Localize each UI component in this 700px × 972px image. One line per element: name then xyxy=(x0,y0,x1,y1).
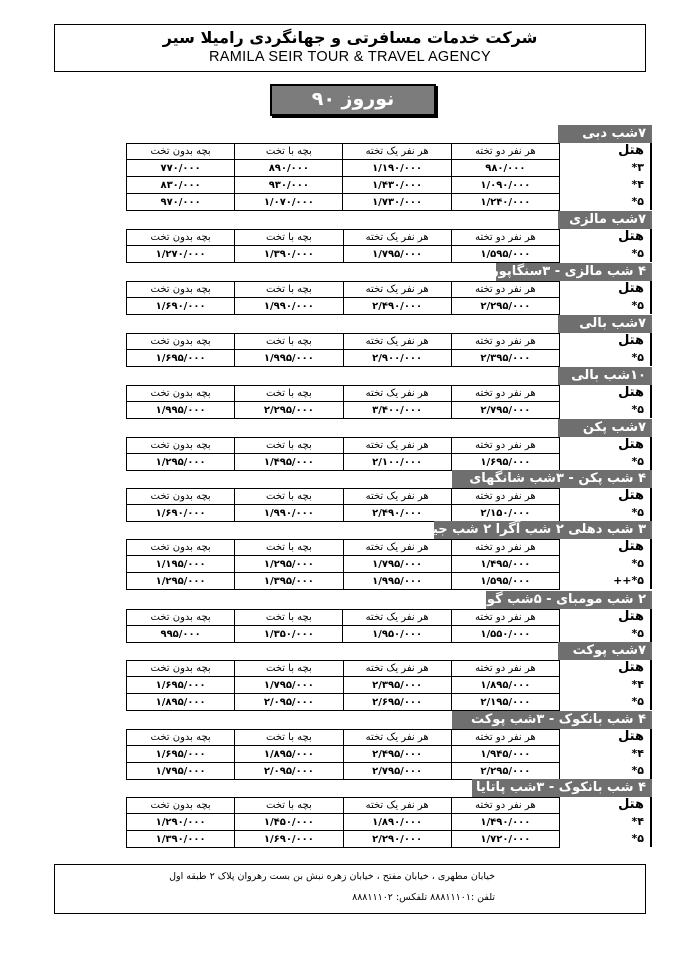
hotel-label: هتل xyxy=(618,281,644,296)
hotel-rating: ۵* xyxy=(631,195,644,208)
hotel-label: هتل xyxy=(618,437,644,452)
hotel-column xyxy=(560,539,652,589)
price-cell: ۱/۹۹۵/۰۰۰ xyxy=(235,350,343,367)
price-cell: ۲/۶۹۵/۰۰۰ xyxy=(343,694,451,711)
column-header: هر نفر دو تخته xyxy=(451,334,559,350)
price-table xyxy=(126,281,560,315)
column-header: هر نفر دو تخته xyxy=(451,282,559,298)
hotel-label: هتل xyxy=(618,488,644,503)
price-cell: ۱/۲۴۰/۰۰۰ xyxy=(451,194,559,211)
section-title: ۷شب بالی xyxy=(558,315,652,333)
table-header-row xyxy=(127,144,560,160)
price-cell: ۲/۲۹۰/۰۰۰ xyxy=(343,831,451,848)
price-cell: ۱/۶۹۰/۰۰۰ xyxy=(235,831,343,848)
table-row xyxy=(127,556,560,573)
table-header-row xyxy=(127,386,560,402)
column-header: بچه با تخت xyxy=(235,282,343,298)
column-header: بچه بدون تخت xyxy=(127,798,235,814)
table-header-row xyxy=(127,438,560,454)
price-cell: ۱/۸۹۵/۰۰۰ xyxy=(451,677,559,694)
page-title: نوروز ۹۰ xyxy=(270,84,436,116)
price-cell: ۳/۴۰۰/۰۰۰ xyxy=(343,402,451,419)
column-header: بچه بدون تخت xyxy=(127,730,235,746)
table-header-row xyxy=(127,282,560,298)
hotel-label: هتل xyxy=(618,539,644,554)
column-header: بچه بدون تخت xyxy=(127,610,235,626)
price-cell: ۲/۲۹۵/۰۰۰ xyxy=(451,298,559,315)
company-name-en: RAMILA SEIR TOUR & TRAVEL AGENCY xyxy=(209,49,491,65)
price-cell: ۹۸۰/۰۰۰ xyxy=(451,160,559,177)
price-cell: ۱/۲۹۵/۰۰۰ xyxy=(127,454,235,471)
section-title: ۷شب دبی xyxy=(558,125,652,143)
price-cell: ۱/۴۳۰/۰۰۰ xyxy=(343,177,451,194)
section-title: ۷شب مالزی xyxy=(558,211,652,229)
table-row xyxy=(127,746,560,763)
price-cell: ۱/۹۵۰/۰۰۰ xyxy=(343,626,451,643)
table-header-row xyxy=(127,334,560,350)
section-title: ۲ شب مومبای - ۵شب گوا xyxy=(486,591,652,609)
hotel-rating: ۵* xyxy=(631,351,644,364)
price-cell: ۲/۱۵۰/۰۰۰ xyxy=(451,505,559,522)
price-cell: ۲/۴۹۵/۰۰۰ xyxy=(343,746,451,763)
column-header: بچه بدون تخت xyxy=(127,282,235,298)
price-table xyxy=(126,437,560,471)
column-header: هر نفر دو تخته xyxy=(451,661,559,677)
price-cell: ۹۷۰/۰۰۰ xyxy=(127,194,235,211)
hotel-rating: ۵* xyxy=(631,557,644,570)
price-cell: ۱/۷۲۰/۰۰۰ xyxy=(451,831,559,848)
column-header: هر نفر دو تخته xyxy=(451,540,559,556)
price-table xyxy=(126,488,560,522)
column-header: هر نفر یک تخته xyxy=(343,386,451,402)
price-cell: ۲/۱۹۵/۰۰۰ xyxy=(451,694,559,711)
price-cell: ۸۹۰/۰۰۰ xyxy=(235,160,343,177)
table-header-row xyxy=(127,489,560,505)
column-header: بچه با تخت xyxy=(235,540,343,556)
table-row xyxy=(127,402,560,419)
price-cell: ۱/۹۹۵/۰۰۰ xyxy=(343,573,451,590)
hotel-label: هتل xyxy=(618,229,644,244)
price-cell: ۱/۴۹۰/۰۰۰ xyxy=(451,814,559,831)
column-header: هر نفر یک تخته xyxy=(343,438,451,454)
hotel-label: هتل xyxy=(618,797,644,812)
column-header: بچه با تخت xyxy=(235,334,343,350)
price-cell: ۱/۷۹۵/۰۰۰ xyxy=(235,677,343,694)
price-cell: ۲/۲۹۵/۰۰۰ xyxy=(235,402,343,419)
hotel-rating: ۵* xyxy=(631,455,644,468)
price-cell: ۱/۶۹۰/۰۰۰ xyxy=(127,505,235,522)
column-header: بچه بدون تخت xyxy=(127,489,235,505)
hotel-rating: ۴* xyxy=(631,747,644,760)
table-row xyxy=(127,763,560,780)
price-cell: ۱/۶۹۰/۰۰۰ xyxy=(127,298,235,315)
hotel-column xyxy=(560,797,652,847)
hotel-rating: ۵*++ xyxy=(613,574,644,587)
table-row xyxy=(127,677,560,694)
column-header: بچه با تخت xyxy=(235,730,343,746)
column-header: بچه بدون تخت xyxy=(127,144,235,160)
footer-address: خیابان مطهری ، خیابان مفتح ، خیابان زهره نبش بن بست رهروان پلاک ۲ طبقه اول xyxy=(169,871,495,882)
hotel-column xyxy=(560,437,652,470)
price-cell: ۱/۴۹۵/۰۰۰ xyxy=(235,454,343,471)
price-cell: ۲/۳۹۵/۰۰۰ xyxy=(451,350,559,367)
price-cell: ۲/۳۹۵/۰۰۰ xyxy=(343,677,451,694)
hotel-column xyxy=(560,385,652,418)
price-cell: ۱/۶۹۵/۰۰۰ xyxy=(127,350,235,367)
hotel-column xyxy=(560,281,652,314)
price-cell: ۱/۶۹۵/۰۰۰ xyxy=(127,677,235,694)
column-header: هر نفر یک تخته xyxy=(343,334,451,350)
hotel-rating: ۵* xyxy=(631,764,644,777)
price-cell: ۱/۷۹۵/۰۰۰ xyxy=(343,246,451,263)
table-header-row xyxy=(127,730,560,746)
table-header-row xyxy=(127,661,560,677)
section-title: ۴ شب بانکوک - ۳شب پوکت xyxy=(452,711,652,729)
column-header: هر نفر یک تخته xyxy=(343,230,451,246)
hotel-rating: ۵* xyxy=(631,299,644,312)
price-cell: ۱/۷۹۵/۰۰۰ xyxy=(343,556,451,573)
price-table xyxy=(126,539,560,590)
table-row xyxy=(127,505,560,522)
price-cell: ۷۷۰/۰۰۰ xyxy=(127,160,235,177)
price-cell: ۱/۶۹۵/۰۰۰ xyxy=(451,454,559,471)
table-row xyxy=(127,573,560,590)
column-header: بچه بدون تخت xyxy=(127,334,235,350)
price-table xyxy=(126,229,560,263)
price-cell: ۱/۰۷۰/۰۰۰ xyxy=(235,194,343,211)
section-title: ۷شب پکن xyxy=(558,419,652,437)
price-cell: ۲/۴۹۰/۰۰۰ xyxy=(343,298,451,315)
column-header: هر نفر یک تخته xyxy=(343,282,451,298)
price-cell: ۸۳۰/۰۰۰ xyxy=(127,177,235,194)
column-header: هر نفر یک تخته xyxy=(343,540,451,556)
column-header: هر نفر دو تخته xyxy=(451,230,559,246)
price-table xyxy=(126,333,560,367)
price-cell: ۱/۳۵۰/۰۰۰ xyxy=(235,626,343,643)
hotel-label: هتل xyxy=(618,729,644,744)
price-cell: ۹۹۵/۰۰۰ xyxy=(127,626,235,643)
hotel-column xyxy=(560,333,652,366)
column-header: هر نفر یک تخته xyxy=(343,798,451,814)
section-title: ۴ شب مالزی - ۳سنگاپور xyxy=(496,263,652,281)
price-cell: ۱/۵۵۰/۰۰۰ xyxy=(451,626,559,643)
hotel-label: هتل xyxy=(618,143,644,158)
column-header: بچه بدون تخت xyxy=(127,386,235,402)
price-cell: ۱/۲۹۵/۰۰۰ xyxy=(127,573,235,590)
price-table xyxy=(126,729,560,780)
section-title: ۴ شب بانکوک - ۳شب پاتایا xyxy=(472,779,652,797)
section-title: ۴ شب پکن - ۳شب شانگهای xyxy=(452,470,652,488)
price-cell: ۱/۲۹۰/۰۰۰ xyxy=(127,814,235,831)
table-row xyxy=(127,246,560,263)
table-row xyxy=(127,160,560,177)
price-cell: ۱/۹۹۰/۰۰۰ xyxy=(235,298,343,315)
price-cell: ۱/۲۹۵/۰۰۰ xyxy=(235,556,343,573)
hotel-rating: ۵* xyxy=(631,403,644,416)
column-header: بچه با تخت xyxy=(235,230,343,246)
hotel-rating: ۵* xyxy=(631,247,644,260)
column-header: هر نفر دو تخته xyxy=(451,144,559,160)
hotel-column xyxy=(560,729,652,779)
column-header: بچه بدون تخت xyxy=(127,661,235,677)
table-header-row xyxy=(127,540,560,556)
price-cell: ۲/۴۹۰/۰۰۰ xyxy=(343,505,451,522)
hotel-label: هتل xyxy=(618,385,644,400)
column-header: بچه با تخت xyxy=(235,610,343,626)
hotel-label: هتل xyxy=(618,609,644,624)
table-row xyxy=(127,177,560,194)
table-row xyxy=(127,350,560,367)
price-cell: ۲/۰۹۵/۰۰۰ xyxy=(235,694,343,711)
price-cell: ۱/۵۹۵/۰۰۰ xyxy=(451,573,559,590)
column-header: بچه بدون تخت xyxy=(127,540,235,556)
price-cell: ۱/۸۹۰/۰۰۰ xyxy=(343,814,451,831)
price-table xyxy=(126,609,560,643)
price-cell: ۱/۴۵۰/۰۰۰ xyxy=(235,814,343,831)
hotel-column xyxy=(560,229,652,262)
price-cell: ۱/۰۹۰/۰۰۰ xyxy=(451,177,559,194)
hotel-label: هتل xyxy=(618,333,644,348)
section-title: ۱۰شب بالی xyxy=(558,367,652,385)
hotel-column xyxy=(560,143,652,210)
hotel-rating: ۴* xyxy=(631,678,644,691)
price-cell: ۱/۸۹۵/۰۰۰ xyxy=(235,746,343,763)
price-cell: ۱/۹۴۵/۰۰۰ xyxy=(451,746,559,763)
price-cell: ۱/۹۹۰/۰۰۰ xyxy=(235,505,343,522)
hotel-rating: ۵* xyxy=(631,832,644,845)
column-header: بچه با تخت xyxy=(235,438,343,454)
hotel-rating: ۳* xyxy=(631,161,644,174)
column-header: بچه با تخت xyxy=(235,489,343,505)
price-table xyxy=(126,385,560,419)
table-row xyxy=(127,626,560,643)
hotel-column xyxy=(560,488,652,521)
column-header: بچه بدون تخت xyxy=(127,230,235,246)
price-cell: ۱/۴۹۵/۰۰۰ xyxy=(451,556,559,573)
column-header: بچه با تخت xyxy=(235,144,343,160)
price-cell: ۲/۰۹۵/۰۰۰ xyxy=(235,763,343,780)
column-header: هر نفر یک تخته xyxy=(343,144,451,160)
price-cell: ۲/۷۹۵/۰۰۰ xyxy=(343,763,451,780)
column-header: هر نفر دو تخته xyxy=(451,489,559,505)
table-row xyxy=(127,814,560,831)
price-cell: ۱/۱۹۵/۰۰۰ xyxy=(127,556,235,573)
hotel-rating: ۴* xyxy=(631,815,644,828)
table-row xyxy=(127,194,560,211)
price-cell: ۱/۹۹۵/۰۰۰ xyxy=(127,402,235,419)
company-header xyxy=(54,24,646,72)
price-table xyxy=(126,143,560,211)
hotel-label: هتل xyxy=(618,660,644,675)
price-cell: ۱/۱۹۰/۰۰۰ xyxy=(343,160,451,177)
column-header: هر نفر دو تخته xyxy=(451,798,559,814)
hotel-rating: ۵* xyxy=(631,506,644,519)
price-cell: ۱/۶۹۵/۰۰۰ xyxy=(127,746,235,763)
table-header-row xyxy=(127,610,560,626)
column-header: هر نفر یک تخته xyxy=(343,661,451,677)
table-row xyxy=(127,454,560,471)
hotel-column xyxy=(560,660,652,710)
price-table xyxy=(126,797,560,848)
column-header: هر نفر یک تخته xyxy=(343,730,451,746)
column-header: بچه با تخت xyxy=(235,798,343,814)
section-title: ۷شب پوکت xyxy=(558,642,652,660)
price-cell: ۹۳۰/۰۰۰ xyxy=(235,177,343,194)
column-header: هر نفر دو تخته xyxy=(451,438,559,454)
footer-phone: تلفن :۸۸۸۱۱۱۰۱ تلفکس: ۸۸۸۱۱۱۰۲ xyxy=(352,892,495,903)
column-header: هر نفر یک تخته xyxy=(343,610,451,626)
column-header: بچه با تخت xyxy=(235,661,343,677)
hotel-rating: ۵* xyxy=(631,627,644,640)
footer xyxy=(54,864,646,914)
table-header-row xyxy=(127,798,560,814)
price-cell: ۲/۱۰۰/۰۰۰ xyxy=(343,454,451,471)
section-title: ۳ شب دهلی ۲ شب آگرا ۲ شب جیپور xyxy=(434,521,652,539)
price-cell: ۱/۳۹۰/۰۰۰ xyxy=(235,246,343,263)
column-header: هر نفر دو تخته xyxy=(451,730,559,746)
price-cell: ۱/۸۹۵/۰۰۰ xyxy=(127,694,235,711)
price-cell: ۱/۳۹۵/۰۰۰ xyxy=(235,573,343,590)
column-header: هر نفر دو تخته xyxy=(451,386,559,402)
column-header: بچه با تخت xyxy=(235,386,343,402)
table-row xyxy=(127,298,560,315)
price-cell: ۱/۵۹۵/۰۰۰ xyxy=(451,246,559,263)
table-row xyxy=(127,694,560,711)
price-cell: ۱/۷۳۰/۰۰۰ xyxy=(343,194,451,211)
hotel-rating: ۵* xyxy=(631,695,644,708)
hotel-column xyxy=(560,609,652,642)
column-header: هر نفر یک تخته xyxy=(343,489,451,505)
price-cell: ۲/۹۰۰/۰۰۰ xyxy=(343,350,451,367)
price-cell: ۱/۲۷۰/۰۰۰ xyxy=(127,246,235,263)
price-cell: ۱/۷۹۵/۰۰۰ xyxy=(127,763,235,780)
table-row xyxy=(127,831,560,848)
price-cell: ۲/۷۹۵/۰۰۰ xyxy=(451,402,559,419)
price-cell: ۱/۳۹۰/۰۰۰ xyxy=(127,831,235,848)
column-header: هر نفر دو تخته xyxy=(451,610,559,626)
company-name-fa: شرکت خدمات مسافرتی و جهانگردی رامیلا سیر xyxy=(162,28,538,47)
column-header: بچه بدون تخت xyxy=(127,438,235,454)
hotel-rating: ۴* xyxy=(631,178,644,191)
price-table xyxy=(126,660,560,711)
price-cell: ۲/۲۹۵/۰۰۰ xyxy=(451,763,559,780)
table-header-row xyxy=(127,230,560,246)
